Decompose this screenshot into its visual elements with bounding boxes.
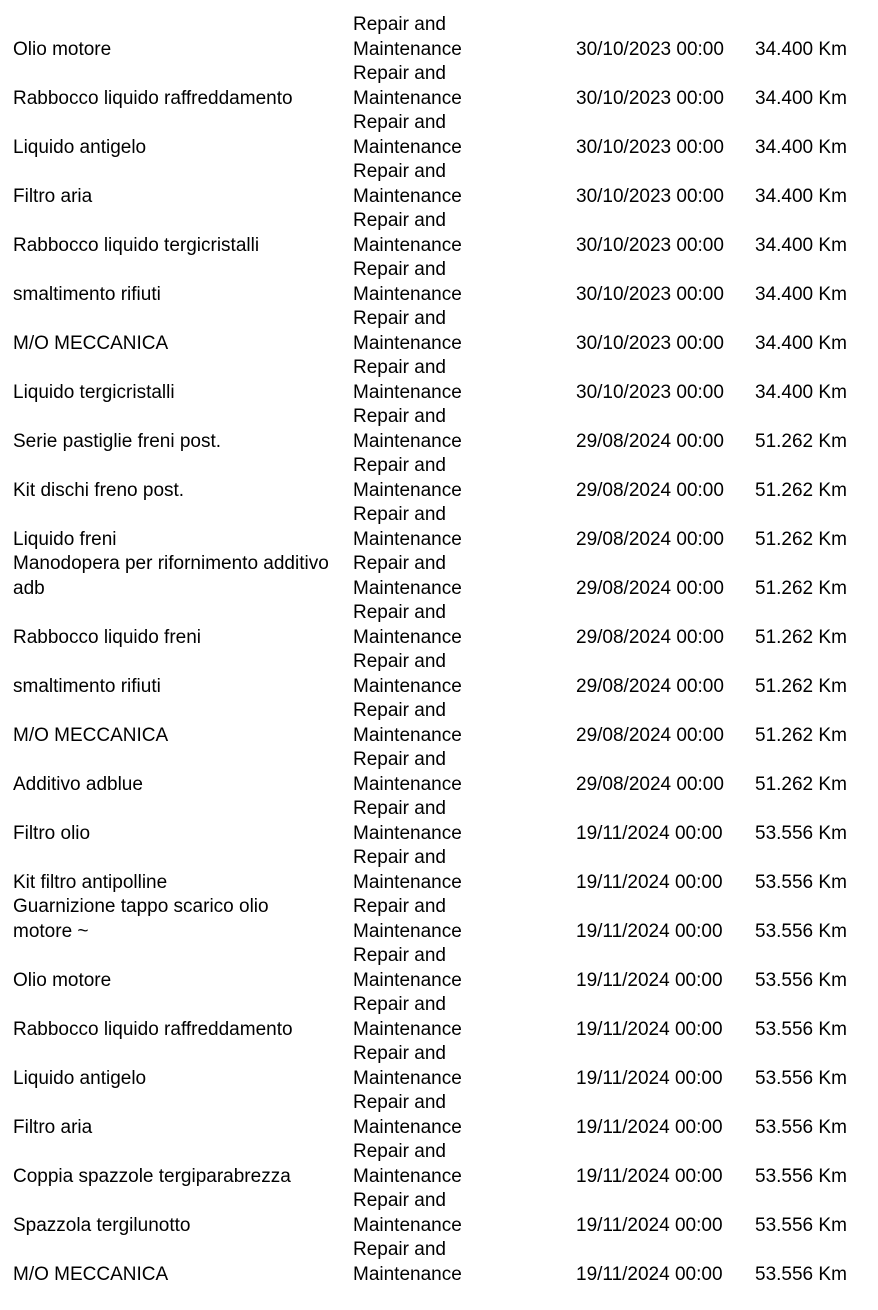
service-description-line: smaltimento rifiuti bbox=[13, 283, 161, 305]
service-description-line: motore ~ bbox=[13, 920, 89, 942]
service-mileage-value: 53.556 Km bbox=[755, 1116, 847, 1138]
service-date-value: 19/11/2024 00:00 bbox=[576, 1263, 723, 1285]
service-mileage-value: 34.400 Km bbox=[755, 283, 847, 305]
service-date bbox=[576, 454, 746, 503]
service-category bbox=[353, 356, 563, 405]
service-date bbox=[576, 13, 746, 62]
service-category-line: Maintenance bbox=[353, 920, 462, 942]
service-date-value: 29/08/2024 00:00 bbox=[576, 577, 724, 599]
service-category-line: Repair and bbox=[353, 161, 446, 182]
service-mileage bbox=[755, 601, 865, 650]
service-category-line: Maintenance bbox=[353, 871, 462, 893]
service-mileage-value: 51.262 Km bbox=[755, 577, 847, 599]
table-row bbox=[0, 1140, 878, 1189]
service-category bbox=[353, 944, 563, 993]
table-row bbox=[0, 944, 878, 993]
service-description-line: Liquido freni bbox=[13, 528, 117, 550]
service-category-line: Repair and bbox=[353, 357, 446, 378]
service-category-line: Repair and bbox=[353, 847, 446, 868]
service-mileage-value: 51.262 Km bbox=[755, 479, 847, 501]
service-category bbox=[353, 62, 563, 111]
service-category bbox=[353, 1189, 563, 1238]
service-mileage bbox=[755, 699, 865, 748]
service-date-value: 30/10/2023 00:00 bbox=[576, 185, 724, 207]
table-row bbox=[0, 356, 878, 405]
service-category-line: Repair and bbox=[353, 798, 446, 819]
table-row bbox=[0, 748, 878, 797]
service-mileage bbox=[755, 356, 865, 405]
service-mileage-value: 34.400 Km bbox=[755, 332, 847, 354]
service-date-value: 29/08/2024 00:00 bbox=[576, 430, 724, 452]
service-date bbox=[576, 503, 746, 552]
service-category bbox=[353, 1238, 563, 1287]
service-category-line: Maintenance bbox=[353, 87, 462, 109]
service-mileage bbox=[755, 454, 865, 503]
service-category-line: Repair and bbox=[353, 455, 446, 476]
service-mileage-value: 53.556 Km bbox=[755, 920, 847, 942]
service-mileage-value: 34.400 Km bbox=[755, 234, 847, 256]
service-description bbox=[13, 1189, 349, 1238]
service-category-line: Repair and bbox=[353, 1043, 446, 1064]
service-category bbox=[353, 1091, 563, 1140]
table-row bbox=[0, 650, 878, 699]
service-date-value: 19/11/2024 00:00 bbox=[576, 1116, 723, 1138]
service-mileage-value: 53.556 Km bbox=[755, 969, 847, 991]
service-category-line: Maintenance bbox=[353, 234, 462, 256]
table-row bbox=[0, 405, 878, 454]
service-mileage-value: 34.400 Km bbox=[755, 381, 847, 403]
service-date bbox=[576, 1238, 746, 1287]
service-date-value: 29/08/2024 00:00 bbox=[576, 528, 724, 550]
service-mileage bbox=[755, 797, 865, 846]
service-category-line: Maintenance bbox=[353, 136, 462, 158]
service-mileage bbox=[755, 993, 865, 1042]
service-category bbox=[353, 111, 563, 160]
service-mileage bbox=[755, 160, 865, 209]
service-date bbox=[576, 797, 746, 846]
service-date bbox=[576, 111, 746, 160]
service-category-line: Maintenance bbox=[353, 1165, 462, 1187]
service-description-line: Filtro olio bbox=[13, 822, 91, 844]
service-date bbox=[576, 209, 746, 258]
service-category-line: Repair and bbox=[353, 1092, 446, 1113]
service-description-line: Rabbocco liquido tergicristalli bbox=[13, 234, 260, 256]
service-mileage-value: 34.400 Km bbox=[755, 38, 847, 60]
service-mileage-value: 34.400 Km bbox=[755, 136, 847, 158]
service-description bbox=[13, 111, 349, 160]
service-category bbox=[353, 454, 563, 503]
table-row bbox=[0, 993, 878, 1042]
service-description bbox=[13, 993, 349, 1042]
service-description bbox=[13, 797, 349, 846]
service-date-value: 19/11/2024 00:00 bbox=[576, 920, 723, 942]
service-date bbox=[576, 307, 746, 356]
service-category-line: Repair and bbox=[353, 700, 446, 721]
table-row bbox=[0, 111, 878, 160]
service-date bbox=[576, 846, 746, 895]
service-category bbox=[353, 601, 563, 650]
service-description bbox=[13, 13, 349, 62]
service-category-line: Repair and bbox=[353, 1141, 446, 1162]
service-date-value: 29/08/2024 00:00 bbox=[576, 479, 724, 501]
service-category bbox=[353, 13, 563, 62]
service-mileage-value: 53.556 Km bbox=[755, 871, 847, 893]
service-category-line: Maintenance bbox=[353, 38, 462, 60]
service-mileage bbox=[755, 1042, 865, 1091]
service-category bbox=[353, 307, 563, 356]
service-category-line: Maintenance bbox=[353, 724, 462, 746]
service-mileage bbox=[755, 1238, 865, 1287]
service-description-line: Olio motore bbox=[13, 38, 112, 60]
service-description-line: Rabbocco liquido raffreddamento bbox=[13, 1018, 293, 1040]
service-category bbox=[353, 993, 563, 1042]
service-description-line: Liquido antigelo bbox=[13, 1067, 147, 1089]
service-category-line: Repair and bbox=[353, 406, 446, 427]
service-mileage-value: 53.556 Km bbox=[755, 1018, 847, 1040]
table-row bbox=[0, 699, 878, 748]
table-row bbox=[0, 846, 878, 895]
service-date-value: 30/10/2023 00:00 bbox=[576, 136, 724, 158]
service-category-line: Maintenance bbox=[353, 577, 462, 599]
table-row bbox=[0, 62, 878, 111]
service-category-line: Repair and bbox=[353, 308, 446, 329]
service-mileage-value: 53.556 Km bbox=[755, 1214, 847, 1236]
service-date-value: 19/11/2024 00:00 bbox=[576, 822, 723, 844]
service-category-line: Maintenance bbox=[353, 185, 462, 207]
table-row bbox=[0, 307, 878, 356]
service-category bbox=[353, 405, 563, 454]
service-date bbox=[576, 1140, 746, 1189]
service-mileage-value: 53.556 Km bbox=[755, 1165, 847, 1187]
service-mileage bbox=[755, 13, 865, 62]
service-category-line: Maintenance bbox=[353, 1263, 462, 1285]
service-date-value: 30/10/2023 00:00 bbox=[576, 87, 724, 109]
service-date-value: 29/08/2024 00:00 bbox=[576, 773, 724, 795]
service-date-value: 30/10/2023 00:00 bbox=[576, 38, 724, 60]
service-date bbox=[576, 1042, 746, 1091]
service-date bbox=[576, 552, 746, 601]
service-date bbox=[576, 1189, 746, 1238]
service-date bbox=[576, 1091, 746, 1140]
service-description-line: Liquido tergicristalli bbox=[13, 381, 175, 403]
service-mileage bbox=[755, 944, 865, 993]
service-description-line: M/O MECCANICA bbox=[13, 724, 169, 746]
service-category-line: Repair and bbox=[353, 259, 446, 280]
table-row bbox=[0, 1189, 878, 1238]
service-category bbox=[353, 895, 563, 944]
service-description-line: Manodopera per rifornimento additivo bbox=[13, 553, 329, 574]
service-date-value: 29/08/2024 00:00 bbox=[576, 626, 724, 648]
service-description-line: Spazzola tergilunotto bbox=[13, 1214, 191, 1236]
service-description-line: M/O MECCANICA bbox=[13, 1263, 169, 1285]
service-date bbox=[576, 62, 746, 111]
service-description-line: Kit filtro antipolline bbox=[13, 871, 168, 893]
service-date bbox=[576, 748, 746, 797]
service-category-line: Repair and bbox=[353, 896, 446, 917]
service-date bbox=[576, 160, 746, 209]
service-category-line: Maintenance bbox=[353, 1067, 462, 1089]
service-description-line: adb bbox=[13, 577, 45, 599]
service-mileage bbox=[755, 111, 865, 160]
table-row bbox=[0, 209, 878, 258]
service-description bbox=[13, 944, 349, 993]
table-row bbox=[0, 160, 878, 209]
table-row bbox=[0, 454, 878, 503]
service-mileage-value: 51.262 Km bbox=[755, 675, 847, 697]
service-category-line: Maintenance bbox=[353, 822, 462, 844]
service-mileage-value: 51.262 Km bbox=[755, 430, 847, 452]
service-date bbox=[576, 944, 746, 993]
service-description bbox=[13, 601, 349, 650]
service-category-line: Maintenance bbox=[353, 1116, 462, 1138]
service-mileage-value: 53.556 Km bbox=[755, 1067, 847, 1089]
service-category bbox=[353, 160, 563, 209]
table-row bbox=[0, 1091, 878, 1140]
service-mileage bbox=[755, 62, 865, 111]
service-date-value: 19/11/2024 00:00 bbox=[576, 1165, 723, 1187]
service-mileage bbox=[755, 1091, 865, 1140]
service-date-value: 29/08/2024 00:00 bbox=[576, 675, 724, 697]
service-mileage bbox=[755, 209, 865, 258]
service-mileage-value: 51.262 Km bbox=[755, 626, 847, 648]
service-date bbox=[576, 601, 746, 650]
service-date-value: 30/10/2023 00:00 bbox=[576, 283, 724, 305]
service-description bbox=[13, 1042, 349, 1091]
service-category-line: Maintenance bbox=[353, 1214, 462, 1236]
service-category-line: Maintenance bbox=[353, 332, 462, 354]
service-category bbox=[353, 846, 563, 895]
service-description bbox=[13, 748, 349, 797]
service-description-line: Liquido antigelo bbox=[13, 136, 147, 158]
service-category-line: Repair and bbox=[353, 1239, 446, 1260]
service-description-line: M/O MECCANICA bbox=[13, 332, 169, 354]
service-description bbox=[13, 209, 349, 258]
service-category-line: Repair and bbox=[353, 112, 446, 133]
service-date bbox=[576, 895, 746, 944]
service-date-value: 19/11/2024 00:00 bbox=[576, 969, 723, 991]
service-description bbox=[13, 552, 349, 601]
service-category-line: Maintenance bbox=[353, 381, 462, 403]
service-category-line: Repair and bbox=[353, 63, 446, 84]
service-category bbox=[353, 1042, 563, 1091]
service-category bbox=[353, 258, 563, 307]
service-category-line: Maintenance bbox=[353, 430, 462, 452]
table-row bbox=[0, 797, 878, 846]
service-category-line: Repair and bbox=[353, 994, 446, 1015]
service-date-value: 19/11/2024 00:00 bbox=[576, 1214, 723, 1236]
service-mileage bbox=[755, 552, 865, 601]
service-mileage-value: 51.262 Km bbox=[755, 773, 847, 795]
service-category-line: Maintenance bbox=[353, 479, 462, 501]
service-mileage bbox=[755, 258, 865, 307]
service-category bbox=[353, 650, 563, 699]
service-mileage bbox=[755, 895, 865, 944]
service-category-line: Repair and bbox=[353, 1190, 446, 1211]
service-description-line: Filtro aria bbox=[13, 1116, 93, 1138]
table-row bbox=[0, 601, 878, 650]
service-mileage bbox=[755, 503, 865, 552]
service-category-line: Repair and bbox=[353, 14, 446, 35]
service-mileage-value: 53.556 Km bbox=[755, 1263, 847, 1285]
service-description-line: smaltimento rifiuti bbox=[13, 675, 161, 697]
service-description-line: Serie pastiglie freni post. bbox=[13, 430, 222, 452]
service-description-line: Filtro aria bbox=[13, 185, 93, 207]
service-description bbox=[13, 160, 349, 209]
service-description bbox=[13, 454, 349, 503]
service-mileage bbox=[755, 307, 865, 356]
service-date bbox=[576, 699, 746, 748]
service-date-value: 29/08/2024 00:00 bbox=[576, 724, 724, 746]
service-description bbox=[13, 846, 349, 895]
service-mileage-value: 53.556 Km bbox=[755, 822, 847, 844]
service-category-line: Maintenance bbox=[353, 773, 462, 795]
service-category-line: Maintenance bbox=[353, 626, 462, 648]
service-category-line: Maintenance bbox=[353, 283, 462, 305]
service-category-line: Repair and bbox=[353, 553, 446, 574]
service-date-value: 19/11/2024 00:00 bbox=[576, 1067, 723, 1089]
service-description bbox=[13, 699, 349, 748]
service-mileage-value: 51.262 Km bbox=[755, 528, 847, 550]
table-row bbox=[0, 895, 878, 944]
service-date bbox=[576, 405, 746, 454]
service-description bbox=[13, 503, 349, 552]
maintenance-list bbox=[0, 13, 878, 1287]
service-description bbox=[13, 307, 349, 356]
service-mileage-value: 34.400 Km bbox=[755, 185, 847, 207]
service-description-line: Additivo adblue bbox=[13, 773, 143, 795]
service-description bbox=[13, 405, 349, 454]
service-description bbox=[13, 356, 349, 405]
service-date-value: 30/10/2023 00:00 bbox=[576, 332, 724, 354]
service-mileage bbox=[755, 846, 865, 895]
service-description bbox=[13, 1238, 349, 1287]
service-category bbox=[353, 209, 563, 258]
service-category-line: Repair and bbox=[353, 945, 446, 966]
table-row bbox=[0, 552, 878, 601]
service-mileage bbox=[755, 1189, 865, 1238]
service-mileage bbox=[755, 405, 865, 454]
service-date-value: 30/10/2023 00:00 bbox=[576, 234, 724, 256]
service-description-line: Rabbocco liquido raffreddamento bbox=[13, 87, 293, 109]
service-description bbox=[13, 1091, 349, 1140]
service-category-line: Maintenance bbox=[353, 675, 462, 697]
service-date-value: 30/10/2023 00:00 bbox=[576, 381, 724, 403]
service-description bbox=[13, 258, 349, 307]
table-row bbox=[0, 258, 878, 307]
service-category-line: Repair and bbox=[353, 749, 446, 770]
service-description-line: Rabbocco liquido freni bbox=[13, 626, 202, 648]
service-description-line: Olio motore bbox=[13, 969, 112, 991]
table-row bbox=[0, 1238, 878, 1287]
service-description bbox=[13, 1140, 349, 1189]
table-row bbox=[0, 1042, 878, 1091]
service-description-line: Coppia spazzole tergiparabrezza bbox=[13, 1165, 291, 1187]
service-mileage bbox=[755, 748, 865, 797]
service-description-line: Kit dischi freno post. bbox=[13, 479, 185, 501]
service-category-line: Repair and bbox=[353, 651, 446, 672]
service-category bbox=[353, 797, 563, 846]
service-date-value: 19/11/2024 00:00 bbox=[576, 1018, 723, 1040]
service-category-line: Maintenance bbox=[353, 528, 462, 550]
service-category bbox=[353, 552, 563, 601]
service-description-line: Guarnizione tappo scarico olio bbox=[13, 896, 269, 917]
table-row bbox=[0, 13, 878, 62]
service-mileage bbox=[755, 1140, 865, 1189]
service-category-line: Repair and bbox=[353, 602, 446, 623]
service-category bbox=[353, 699, 563, 748]
service-category-line: Maintenance bbox=[353, 969, 462, 991]
service-date bbox=[576, 650, 746, 699]
service-description bbox=[13, 62, 349, 111]
service-category bbox=[353, 1140, 563, 1189]
service-date-value: 19/11/2024 00:00 bbox=[576, 871, 723, 893]
service-category-line: Maintenance bbox=[353, 1018, 462, 1040]
service-description bbox=[13, 895, 349, 944]
service-date bbox=[576, 258, 746, 307]
service-mileage-value: 51.262 Km bbox=[755, 724, 847, 746]
service-date bbox=[576, 356, 746, 405]
service-date bbox=[576, 993, 746, 1042]
service-mileage bbox=[755, 650, 865, 699]
service-category-line: Repair and bbox=[353, 210, 446, 231]
service-category bbox=[353, 748, 563, 797]
service-mileage-value: 34.400 Km bbox=[755, 87, 847, 109]
service-category bbox=[353, 503, 563, 552]
service-category-line: Repair and bbox=[353, 504, 446, 525]
service-description bbox=[13, 650, 349, 699]
table-row bbox=[0, 503, 878, 552]
